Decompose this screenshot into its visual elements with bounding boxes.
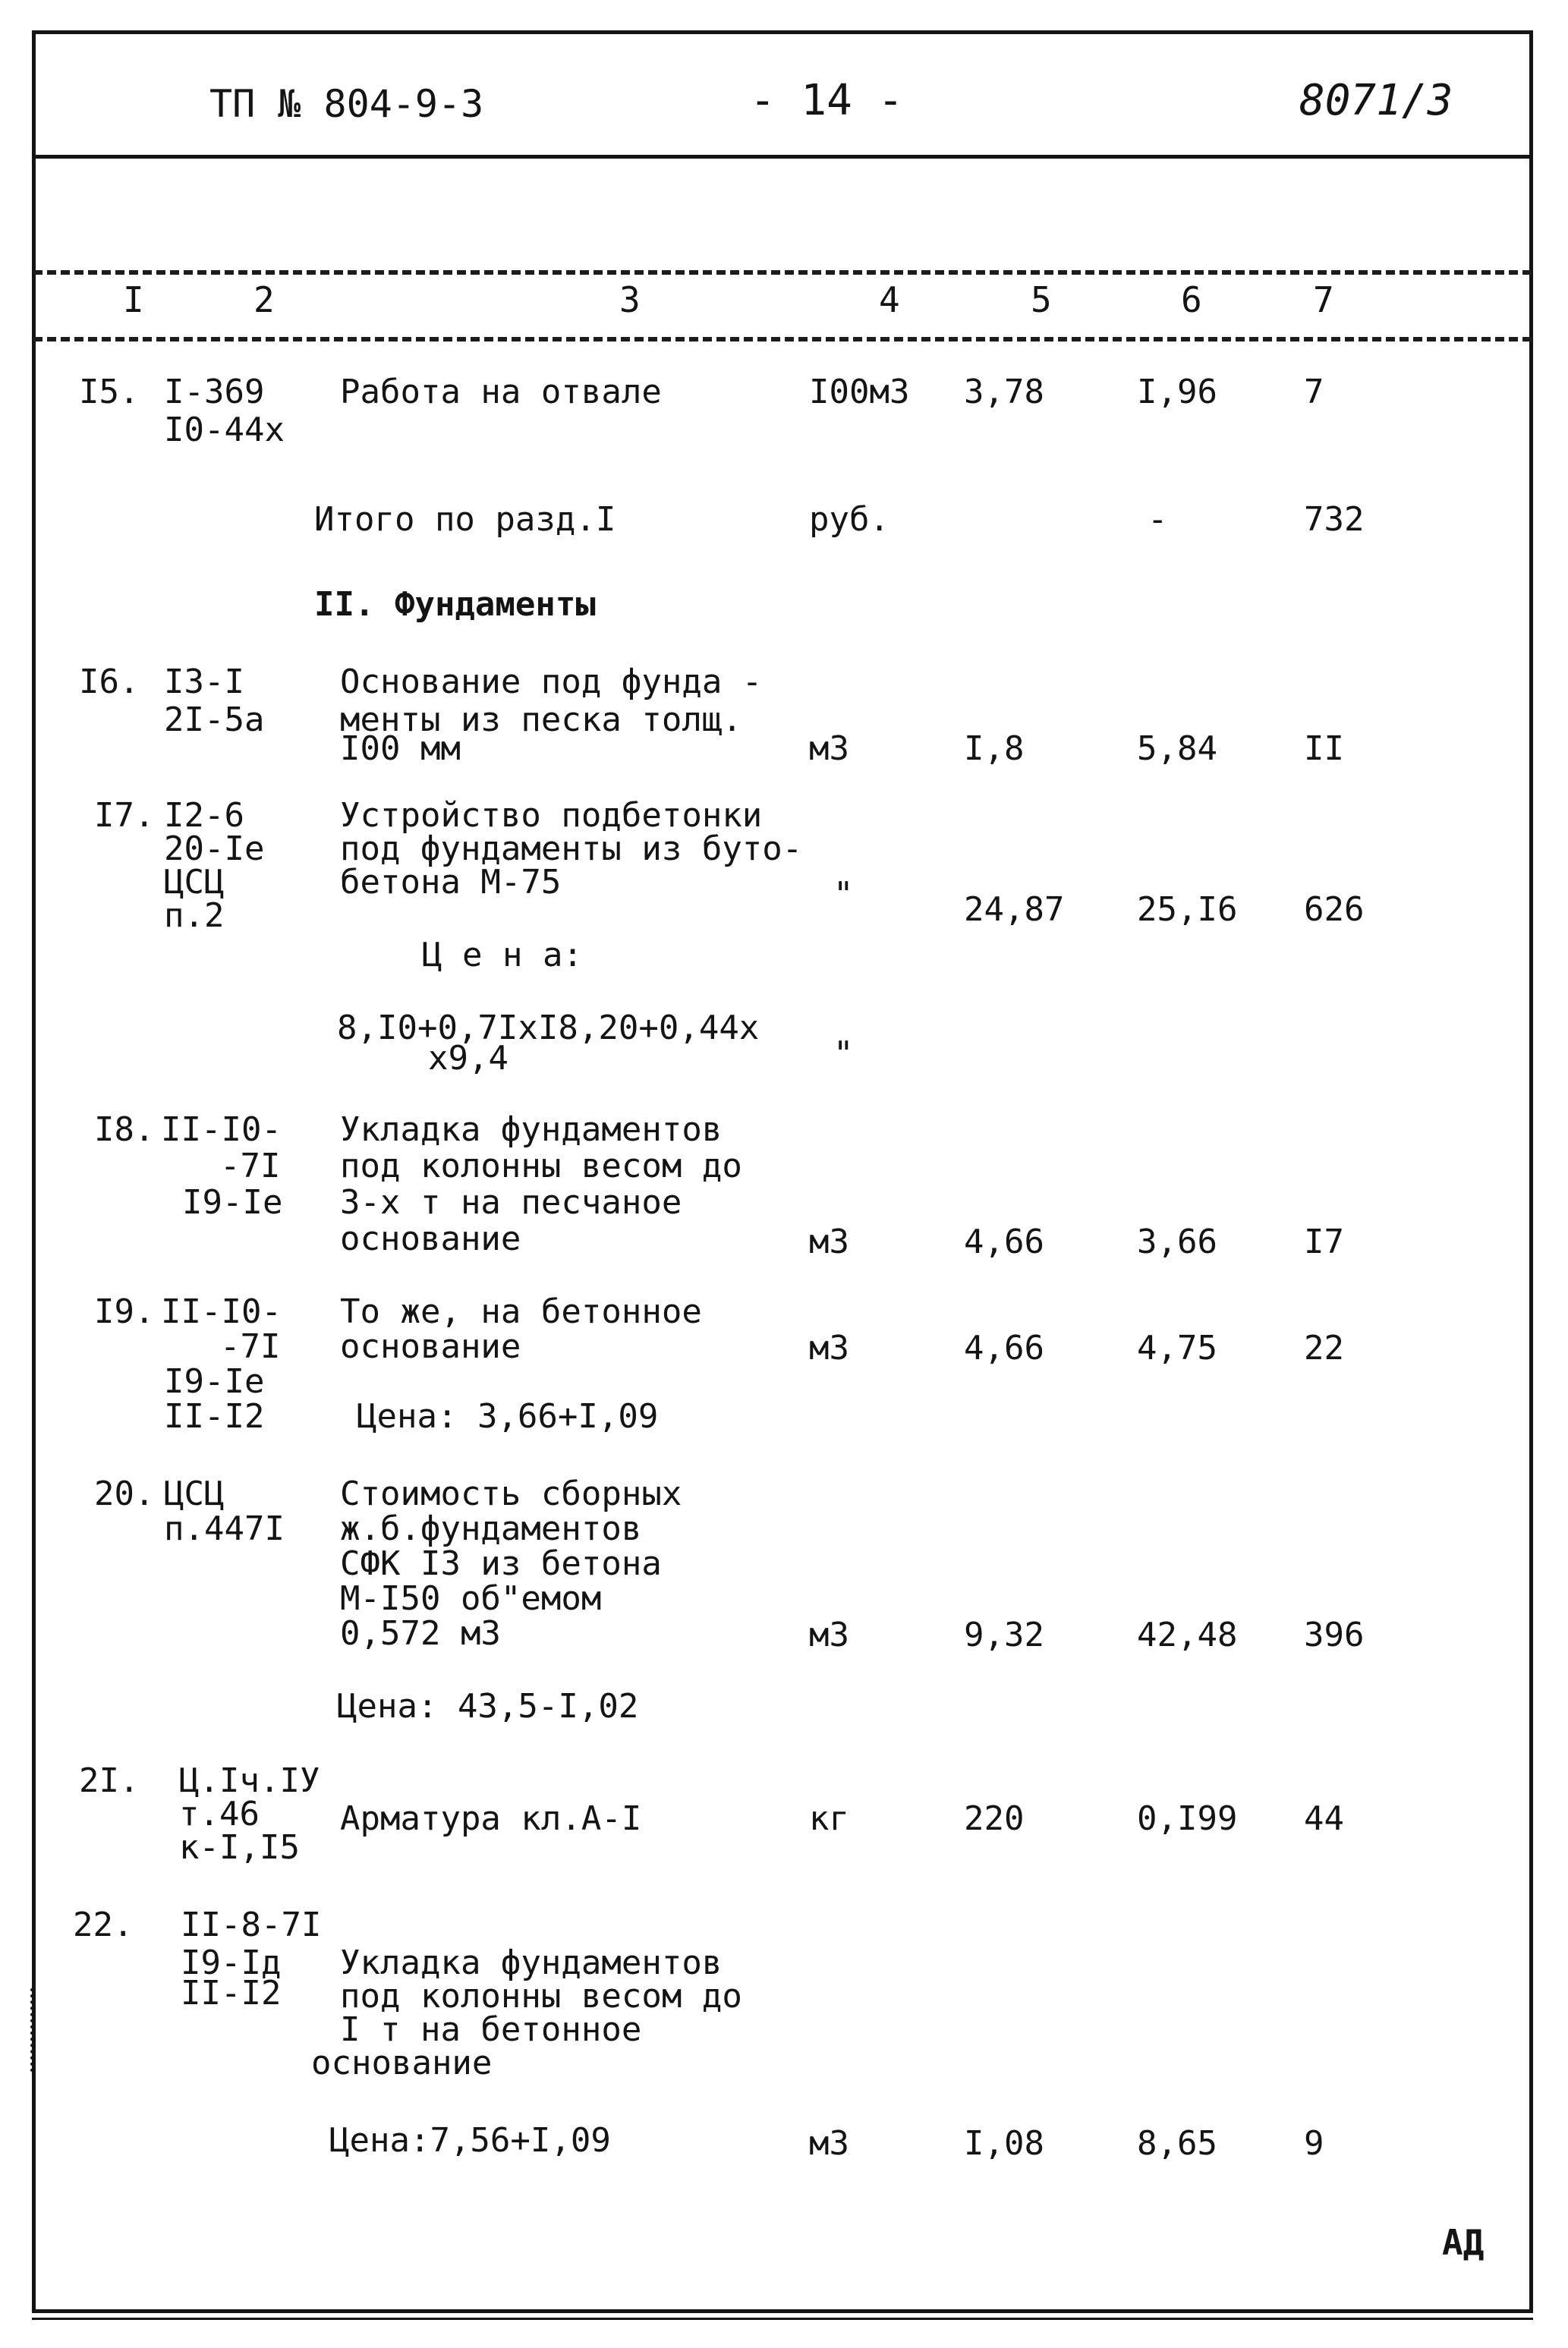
margin-mark — [30, 1988, 33, 2072]
price-note: Цена: 43,5-I,02 — [337, 1687, 639, 1726]
row-number: 2I. — [79, 1761, 140, 1800]
work-description: бетона М-75 — [340, 863, 562, 902]
quantity: 4,66 — [964, 1329, 1044, 1368]
quantity: 24,87 — [964, 890, 1065, 929]
quantity: 4,66 — [964, 1223, 1044, 1261]
unit: м3 — [809, 1616, 849, 1654]
rate-code: II-8-7I — [181, 1906, 322, 1944]
work-description: основание — [340, 1327, 521, 1366]
work-description: под колонны весом до — [340, 1977, 742, 2016]
subtotal-price: - — [1148, 500, 1168, 539]
rate-code: I2-6 — [164, 796, 244, 835]
price-note: Цена:7,56+I,09 — [329, 2121, 611, 2160]
total-cost: 22 — [1304, 1329, 1344, 1368]
work-description: основание — [311, 2044, 493, 2082]
column-number-6: 6 — [1181, 279, 1202, 320]
quantity: I,08 — [964, 2124, 1044, 2163]
unit-ditto-mark: " — [833, 875, 854, 914]
rate-code: Ц.Iч.IУ — [179, 1761, 320, 1800]
unit-price: 0,I99 — [1137, 1799, 1238, 1838]
unit-price: 3,66 — [1137, 1223, 1217, 1261]
total-cost: 44 — [1304, 1799, 1344, 1838]
rate-code: п.447I — [164, 1509, 285, 1548]
footer-mark: АД — [1442, 2222, 1485, 2263]
subtotal-label: Итого по разд.I — [314, 500, 616, 539]
total-cost: 7 — [1304, 373, 1324, 411]
quantity: I,8 — [964, 729, 1025, 768]
work-description: под фундаменты из буто- — [340, 829, 803, 868]
total-cost: 396 — [1304, 1616, 1365, 1654]
total-cost: 9 — [1304, 2124, 1324, 2163]
column-header-bottom-rule — [33, 337, 1532, 341]
bottom-rule — [32, 2318, 1533, 2320]
unit-price: 25,I6 — [1137, 890, 1238, 929]
rate-code: ЦСЦ — [164, 863, 225, 902]
quantity: 9,32 — [964, 1616, 1044, 1654]
unit: м3 — [809, 729, 849, 768]
unit-price: 4,75 — [1137, 1329, 1217, 1368]
work-description: Укладка фундаментов — [340, 1944, 723, 1982]
rate-code: 2I-5а — [164, 700, 265, 739]
row-number: I6. — [79, 663, 140, 701]
work-description: СФК I3 из бетона — [340, 1544, 662, 1583]
rate-code: т.46 — [179, 1795, 260, 1833]
row-number: I7. — [94, 796, 155, 835]
unit-price: 5,84 — [1137, 729, 1217, 768]
quantity: 220 — [964, 1799, 1025, 1838]
row-number: I5. — [79, 373, 140, 411]
rate-code: II-I0- — [161, 1292, 282, 1331]
work-description: I00 мм — [340, 729, 461, 768]
subtotal-total: 732 — [1304, 500, 1365, 539]
column-number-5: 5 — [1031, 279, 1052, 320]
row-number: 22. — [73, 1906, 134, 1944]
rate-code: к-I,I5 — [179, 1828, 300, 1867]
work-description: под колонны весом до — [340, 1147, 742, 1185]
rate-code: II-I0- — [161, 1110, 282, 1149]
rate-code: I0-44х — [164, 411, 285, 449]
column-number-3: 3 — [619, 279, 641, 320]
price-formula: 8,I0+0,7IхI8,20+0,44х — [337, 1009, 760, 1047]
unit: кг — [809, 1799, 849, 1838]
column-header-top-rule — [33, 270, 1532, 275]
work-description: менты из песка толщ. — [340, 700, 742, 739]
sheet-reference: 8071/3 — [1299, 76, 1453, 125]
unit: м3 — [809, 1329, 849, 1368]
rate-code: II-I2 — [181, 1974, 282, 2013]
row-number: I8. — [94, 1110, 155, 1149]
work-description: Стоимость сборных — [340, 1475, 682, 1513]
subtotal-unit: руб. — [809, 500, 889, 539]
column-number-7: 7 — [1313, 279, 1334, 320]
rate-code: I3-I — [164, 663, 244, 701]
column-number-1: I — [123, 279, 144, 320]
rate-code: II-I2 — [164, 1397, 265, 1436]
rate-code: ЦСЦ — [164, 1475, 225, 1513]
price-note: Цена: 3,66+I,09 — [357, 1397, 659, 1436]
total-cost: I7 — [1304, 1223, 1344, 1261]
row-number: I9. — [94, 1292, 155, 1331]
unit-price: 8,65 — [1137, 2124, 1217, 2163]
work-description: М-I50 об"емом — [340, 1579, 602, 1618]
work-description: Работа на отвале — [340, 373, 662, 411]
unit-price: 42,48 — [1137, 1616, 1238, 1654]
work-description: I т на бетонное — [340, 2010, 642, 2049]
work-description: Основание под фунда - — [340, 663, 763, 701]
work-description: Арматура кл.А-I — [340, 1799, 642, 1838]
unit: м3 — [809, 2124, 849, 2163]
work-description: ж.б.фундаментов — [340, 1509, 642, 1548]
header-rule — [32, 155, 1533, 159]
unit-price: I,96 — [1137, 373, 1217, 411]
work-description: То же, на бетонное — [340, 1292, 702, 1331]
price-formula: х9,4 — [428, 1039, 508, 1078]
rate-code: I9-Iе — [182, 1183, 283, 1222]
rate-code: -7I — [220, 1327, 281, 1366]
work-description: Устройство подбетонки — [340, 796, 763, 835]
total-cost: 626 — [1304, 890, 1365, 929]
price-label: Ц е н а: — [422, 936, 583, 974]
rate-code: I9-Iе — [164, 1362, 265, 1401]
column-number-2: 2 — [253, 279, 275, 320]
work-description: Укладка фундаментов — [340, 1110, 723, 1149]
column-number-4: 4 — [879, 279, 900, 320]
work-description: 0,572 м3 — [340, 1614, 501, 1653]
work-description: 3-х т на песчаное — [340, 1183, 682, 1222]
work-description: основание — [340, 1220, 521, 1258]
unit: I00м3 — [809, 373, 910, 411]
rate-code: -7I — [220, 1147, 281, 1185]
rate-code: п.2 — [164, 896, 225, 935]
rate-code: I9-Iд — [181, 1944, 282, 1982]
row-number: 20. — [94, 1475, 155, 1513]
section-title: II. Фундаменты — [314, 585, 596, 624]
rate-code: I-369 — [164, 373, 265, 411]
document-code: ТП № 804-9-3 — [209, 82, 484, 126]
total-cost: II — [1304, 729, 1344, 768]
unit-ditto-mark: " — [833, 1034, 854, 1073]
rate-code: 20-Iе — [164, 829, 265, 868]
page-number: - 14 - — [750, 76, 904, 125]
unit: м3 — [809, 1223, 849, 1261]
quantity: 3,78 — [964, 373, 1044, 411]
